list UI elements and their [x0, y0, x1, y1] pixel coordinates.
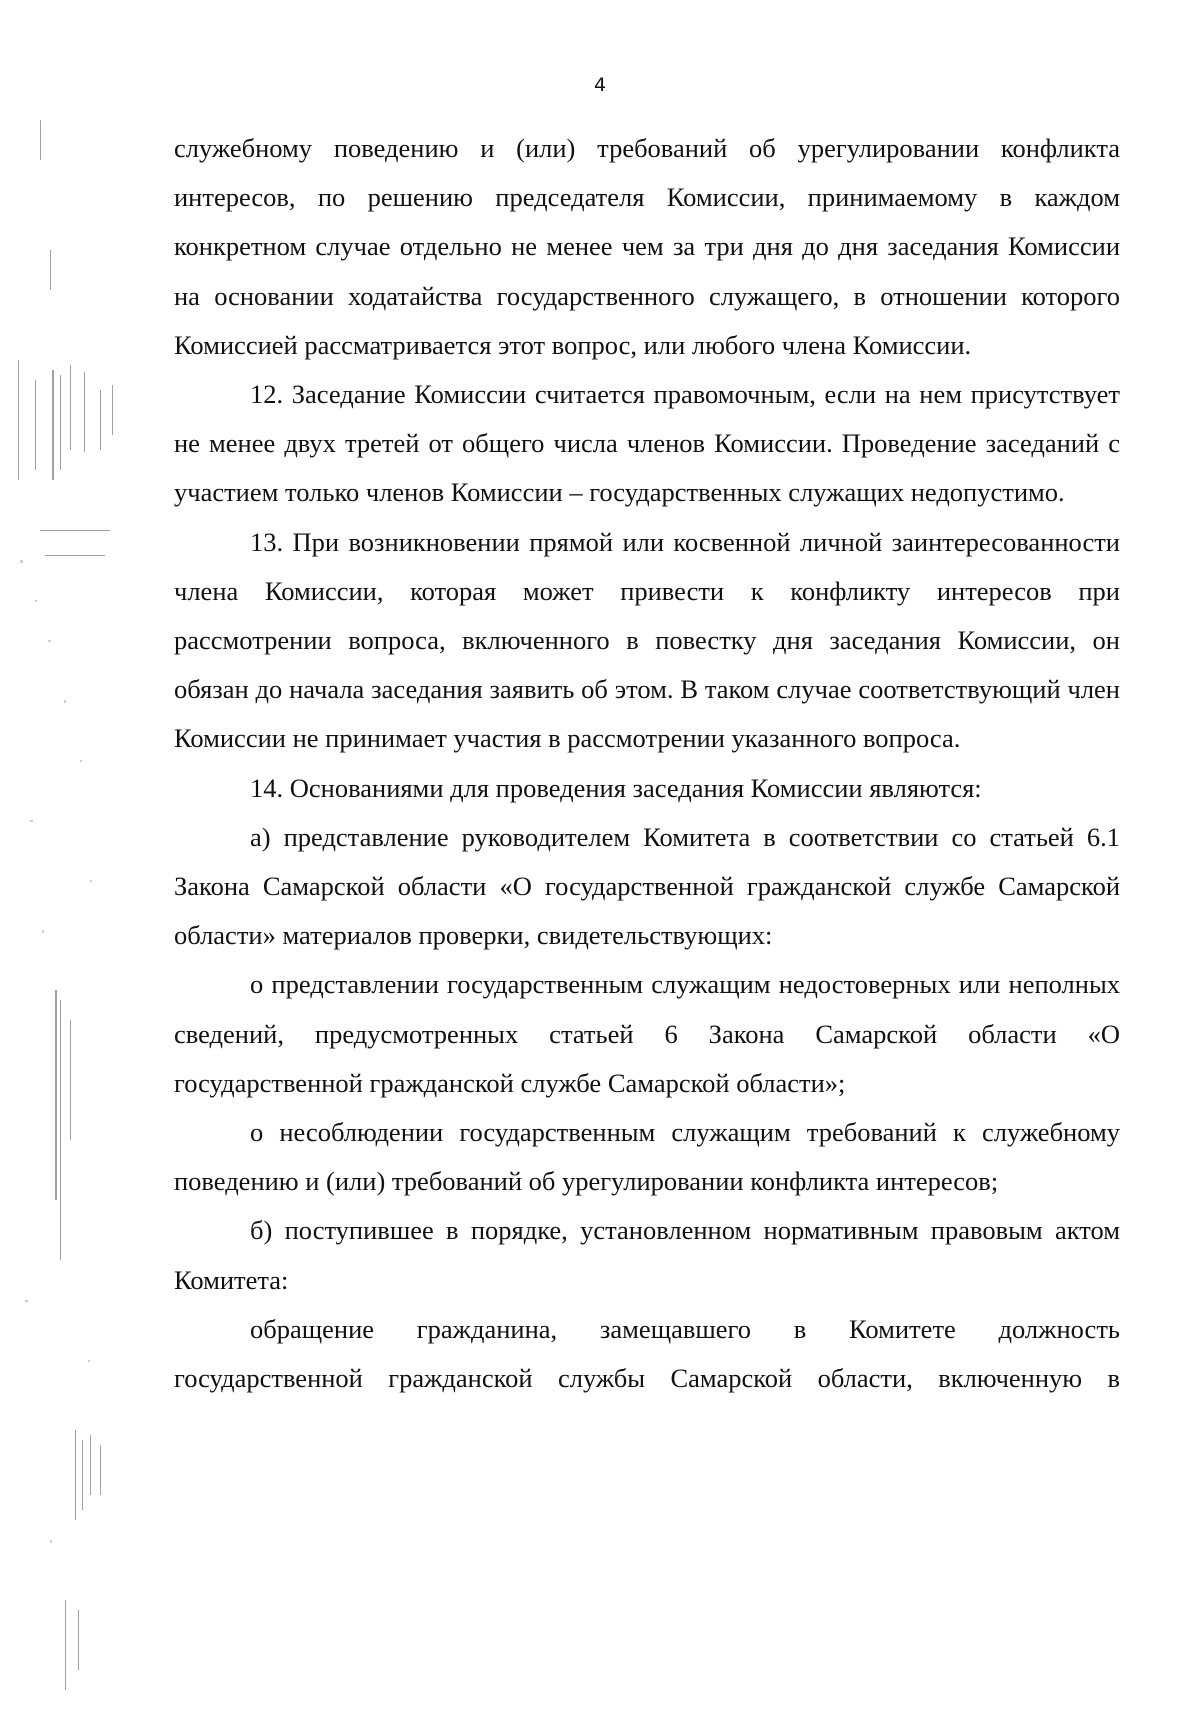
page-number: 4 — [593, 74, 607, 96]
paragraph-14-b-item-1: обращение гражданина, замещавшего в Комитете должность государственной гражданской службы Самарской области, включенную в — [174, 1313, 1120, 1394]
paragraph-14: 14. Основаниями для проведения заседания Комиссии являются: — [250, 772, 982, 803]
paragraph-14-b: б) поступившее в порядке, установленном нормативным правовым актом Комитета: — [174, 1215, 1120, 1295]
paragraph-13: 13. При возникновении прямой или косвенной личной заинтересованности члена Комиссии, которая может привести к конфликту интересов при рассмотрении вопроса, включенного в повестку дня заседания Комиссии, он обязан до начала заседания заявить об этом. В таком случае соответствующий член Комиссии не принимает участия в рассмотрении указанного вопроса. — [174, 526, 1120, 754]
paragraph-14-a-item-2: о несоблюдении государственным служащим требований к служебному поведению и (или) требований об урегулировании конфликта интересов; — [174, 1117, 1120, 1197]
scan-margin-artifacts — [0, 0, 125, 1713]
paragraph-14-a-item-1: о представлении государственным служащим недостоверных или неполных сведений, предусмотренных статьей 6 Закона Самарской области «О государственной гражданской службе Самарской области»; — [174, 969, 1120, 1098]
document-body — [174, 124, 1120, 1403]
paragraph-continuation: служебному поведению и (или) требований об урегулировании конфликта интересов, по решению председателя Комиссии, принимаемому в каждом конкретном случае отдельно не менее чем за три дня до дня заседания Комиссии на основании ходатайства государственного служащего, в отношении которого Комиссией рассматривается этот вопрос, или любого члена Комиссии. — [174, 133, 1120, 360]
paragraph-12: 12. Заседание Комиссии считается правомочным, если на нем присутствует не менее двух третей от общего числа членов Комиссии. Проведение заседаний с участием только членов Комиссии – государственных служащих недопустимо. — [174, 379, 1120, 508]
paragraph-14-a: а) представление руководителем Комитета в соответствии со статьей 6.1 Закона Самарской области «О государственной гражданской службе Самарской области» материалов проверки, свидетельствующих: — [174, 821, 1120, 951]
